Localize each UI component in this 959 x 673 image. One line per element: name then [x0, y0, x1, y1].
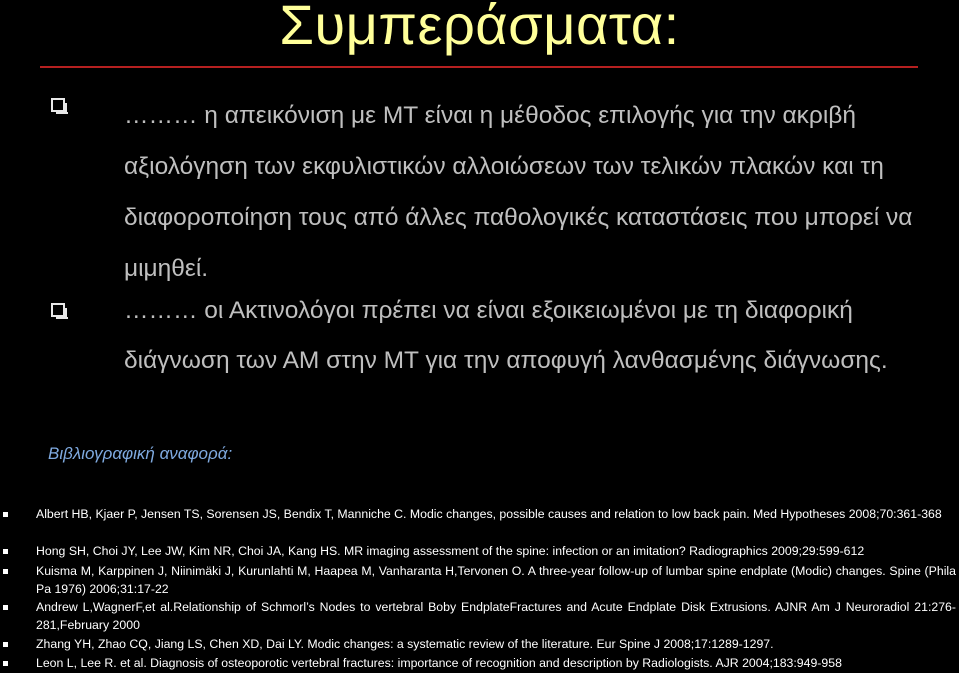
title-divider	[40, 66, 918, 68]
square-bullet-icon	[3, 642, 8, 647]
conclusion-bullet-1: ……… η απεικόνιση με ΜΤ είναι η μέθοδος επιλογής για την ακριβή αξιολόγηση των εκφυλιστικών αλλοιώσεων των τελικών πλακών και τη διαφοροποίηση τους από άλλες παθολογικές καταστάσεις που μπορεί να μιμηθεί.	[124, 102, 913, 282]
slide-title: Συμπεράσματα:	[279, 0, 680, 56]
conclusion-bullet-2: ……… οι Ακτινολόγοι πρέπει να είναι εξοικειωμένοι με τη διαφορική διάγνωση των ΑΜ στην ΜΤ για την αποφυγή λανθασμένης διάγνωσης.	[124, 297, 888, 374]
square-bullet-icon	[3, 569, 8, 574]
reference-text: Leon L, Lee R. et al. Diagnosis of osteoporotic vertebral fractures: importance of recognition and description by Radiologists. AJR 2004;183:949-958	[36, 656, 842, 670]
square-bullet-icon	[3, 512, 8, 517]
square-bullet-icon	[3, 549, 8, 554]
reference-text: Andrew L,WagnerF,et al.Relationship of Schmorl’s Nodes to vertebral Boby EndplateFractures and Acute Endplate Disk Extrusions. AJNR Am J Neuroradiol 21:276-281,February 2000	[36, 600, 956, 632]
checkbox-icon	[51, 98, 65, 112]
reference-text: Zhang YH, Zhao CQ, Jiang LS, Chen XD, Dai LY. Modic changes: a systematic review of the literature. Eur Spine J 2008;17:1289-1297.	[36, 637, 774, 651]
square-bullet-icon	[3, 661, 8, 666]
reference-item	[36, 655, 956, 673]
bibliography-heading: Βιβλιογραφική αναφορά:	[48, 444, 233, 463]
reference-item	[36, 636, 956, 654]
reference-text: Albert HB, Kjaer P, Jensen TS, Sorensen JS, Bendix T, Manniche C. Modic changes, possible causes and relation to low back pain. Med Hypotheses 2008;70:361-368	[36, 507, 942, 521]
reference-item	[36, 543, 956, 561]
reference-text: Kuisma M, Karppinen J, Niinimäki J, Kurunlahti M, Haapea M, Vanharanta H,Tervonen O. A three-year follow-up of lumbar spine endplate (Modic) changes. Spine (Phila Pa 1976) 2006;31:17-22	[36, 564, 956, 596]
reference-item	[36, 599, 956, 634]
square-bullet-icon	[3, 605, 8, 610]
reference-item	[36, 563, 956, 598]
reference-text: Hong SH, Choi JY, Lee JW, Kim NR, Choi JA, Kang HS. MR imaging assessment of the spine: infection or an imitation? Radiographics 2009;29:599-612	[36, 544, 865, 558]
reference-item	[36, 506, 956, 524]
checkbox-icon	[51, 303, 65, 317]
